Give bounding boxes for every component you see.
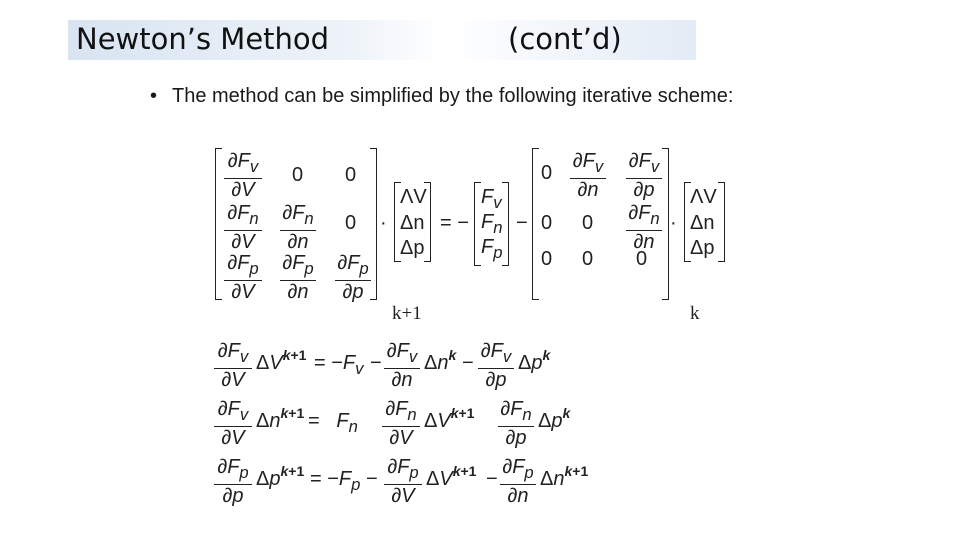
eq2-rhs: = $F_n$ [308, 410, 358, 436]
eq3-dFp-dp: $\partial F_p$ ∂p [212, 456, 254, 507]
eq1-term: $\Delta p^k$ [518, 347, 551, 374]
vec-F-bracket-close [502, 182, 509, 266]
jac2-dFv-dn: $\partial F_v$ ∂n [568, 150, 608, 201]
eq1-dFv-dn: $\partial F_v$ ∂n [382, 340, 422, 391]
vec-F-item: $F_p$ [481, 236, 503, 262]
eq3-minus: − [366, 468, 378, 490]
slide-title-continued: (cont’d) [508, 22, 622, 56]
vec-left-bracket-close [424, 182, 431, 262]
bullet-marker: • [150, 85, 158, 107]
eq1-minus: − [462, 352, 474, 374]
vec-F-item: $F_v$ [481, 186, 502, 212]
label-k: k [690, 303, 700, 324]
vec-right-item: ΛV [690, 186, 717, 208]
eq3-term: $\Delta p^{k+1}$ [256, 463, 305, 490]
label-k-plus-1: k+1 [392, 303, 422, 324]
eq1-rhs: = $-F_v$ [314, 352, 364, 378]
vec-left-item: Δn [400, 212, 425, 234]
eq3-dFp-dn: $\partial F_p$ ∂n [498, 456, 538, 507]
vec-left-item: Δp [400, 237, 425, 259]
jac-zero: 0 [345, 164, 357, 186]
vec-right-item: Δp [690, 237, 715, 259]
vec-F-item: $F_n$ [481, 211, 503, 237]
eq1-term: $\Delta V^{k+1}$ [256, 347, 307, 374]
eq3-dFp-dV: $\partial F_p$ ∂V [382, 456, 424, 507]
eq3-minus: − [486, 468, 498, 490]
jac-dFn-dn: $\partial F_n$ ∂n [278, 202, 318, 253]
eq1-minus: − [370, 352, 382, 374]
bullet-text: The method can be simplified by the following iterative scheme: [172, 85, 734, 107]
jac2-zero: 0 [582, 248, 594, 270]
matrix-left-bracket-open [215, 148, 222, 300]
jac2-zero: 0 [541, 212, 553, 234]
matrix-right-bracket-open [532, 148, 539, 300]
eq2-term: $\Delta V^{k+1}$ [424, 405, 475, 432]
eq1-dFv-dp: $\partial F_v$ ∂p [476, 340, 516, 391]
jac-dFn-dV: $\partial F_n$ ∂V [222, 202, 264, 253]
eq2-dFv-dV: $\partial F_v$ ∂V [212, 398, 254, 449]
jac2-zero: 0 [582, 212, 594, 234]
eq3-rhs: = $-F_p$ [310, 468, 361, 494]
matrix-right-bracket-close [662, 148, 669, 300]
jac2-dFv-dp: $\partial F_v$ ∂p [624, 150, 664, 201]
eq2-term: $\Delta n^{k+1}$ [256, 405, 305, 432]
eq2-term: $\Delta p^k$ [538, 405, 571, 432]
dot-operator: · [670, 212, 677, 234]
eq1-term: $\Delta n^k$ [424, 347, 457, 374]
dot-operator: · [380, 212, 387, 234]
jac2-dFn-dn: $\partial F_n$ ∂n [624, 202, 664, 253]
eq2-dFn-dp: $\partial F_n$ ∂p [496, 398, 536, 449]
vec-F-bracket-open [474, 182, 481, 266]
eq1-dFv-dV: $\partial F_v$ ∂V [212, 340, 254, 391]
jac-zero: 0 [292, 164, 304, 186]
jac2-zero: 0 [541, 162, 553, 184]
jac2-zero: 0 [636, 248, 648, 270]
eq3-term: $\Delta n^{k+1}$ [540, 463, 589, 490]
jac-dFp-dp: $\partial F_p$ ∂p [333, 252, 373, 303]
slide-title: Newton’s Method [76, 22, 330, 56]
minus-operator: − [516, 212, 528, 234]
vec-right-item: Δn [690, 212, 715, 234]
bullet-point [150, 84, 750, 109]
jac2-zero: 0 [541, 248, 553, 270]
jac-dFv-dV: $\partial F_v$ ∂V [222, 150, 264, 201]
eq3-term: $\Delta V^{k+1}$ [426, 463, 477, 490]
eq2-dFn-dV: $\partial F_n$ ∂V [380, 398, 422, 449]
equals-minus: = − [440, 212, 469, 234]
vec-left-item: ΛV [400, 186, 427, 208]
jac-dFp-dn: $\partial F_p$ ∂n [278, 252, 318, 303]
vec-right-bracket-close [718, 182, 725, 262]
jac-zero: 0 [345, 212, 357, 234]
jac-dFp-dV: $\partial F_p$ ∂V [222, 252, 264, 303]
